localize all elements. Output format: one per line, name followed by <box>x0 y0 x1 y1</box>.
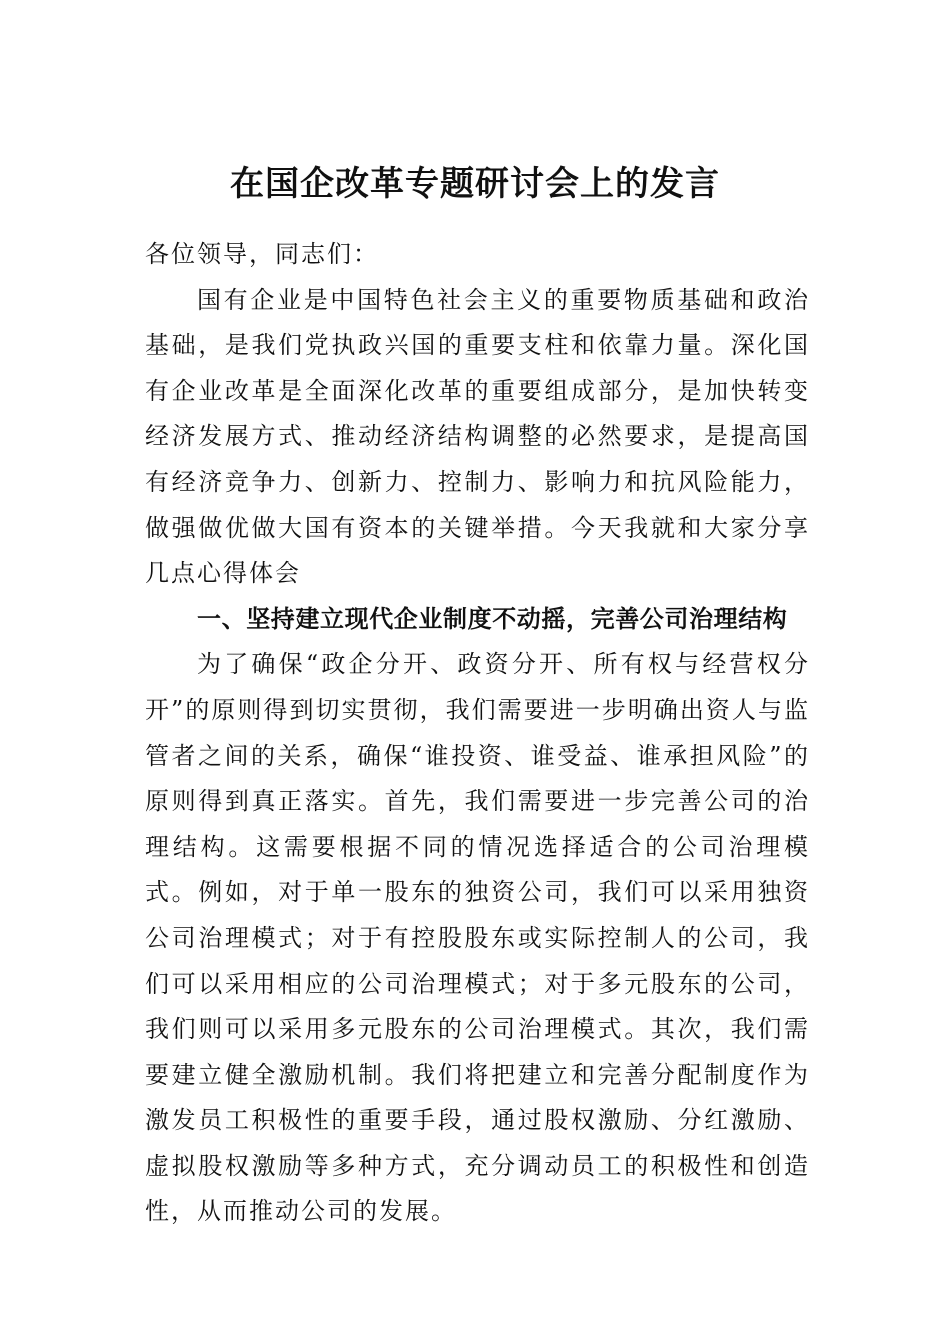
salutation: 各位领导，同志们： <box>145 240 379 268</box>
paragraph-governance: 为了确保“政企分开、政资分开、所有权与经营权分开”的原则得到切实贯彻，我们需要进一步明确出资人与监管者之间的关系，确保“谁投资、谁受益、谁承担风险”的原则得到真正落实。首先，我们需要进一步完善公司的治理结构。这需要根据不同的情况选择适合的公司治理模式。例如，对于单一股东的独资公司，我们可以采用独资公司治理模式；对于有控股股东或实际控制人的公司，我们可以采用相应的公司治理模式；对于多元股东的公司，我们则可以采用多元股东的公司治理模式。其次，我们需要建立健全激励机制。我们将把建立和完善分配制度作为激发员工积极性的重要手段，通过股权激励、分红激励、虚拟股权激励等多种方式，充分调动员工的积极性和创造性，从而推动公司的发展。 <box>145 650 810 1226</box>
document-body <box>145 232 810 1235</box>
document-title: 在国企改革专题研讨会上的发言 <box>230 164 720 204</box>
paragraph-intro: 国有企业是中国特色社会主义的重要物质基础和政治基础，是我们党执政兴国的重要支柱和依靠力量。深化国有企业改革是全面深化改革的重要组成部分，是加快转变经济发展方式、推动经济结构调整的必然要求，是提高国有经济竞争力、创新力、控制力、影响力和抗风险能力，做强做优做大国有资本的关键举措。今天我就和大家分享几点心得体会 <box>145 285 810 588</box>
section-heading: 一、坚持建立现代企业制度不动摇，完善公司治理结构 <box>197 604 788 633</box>
